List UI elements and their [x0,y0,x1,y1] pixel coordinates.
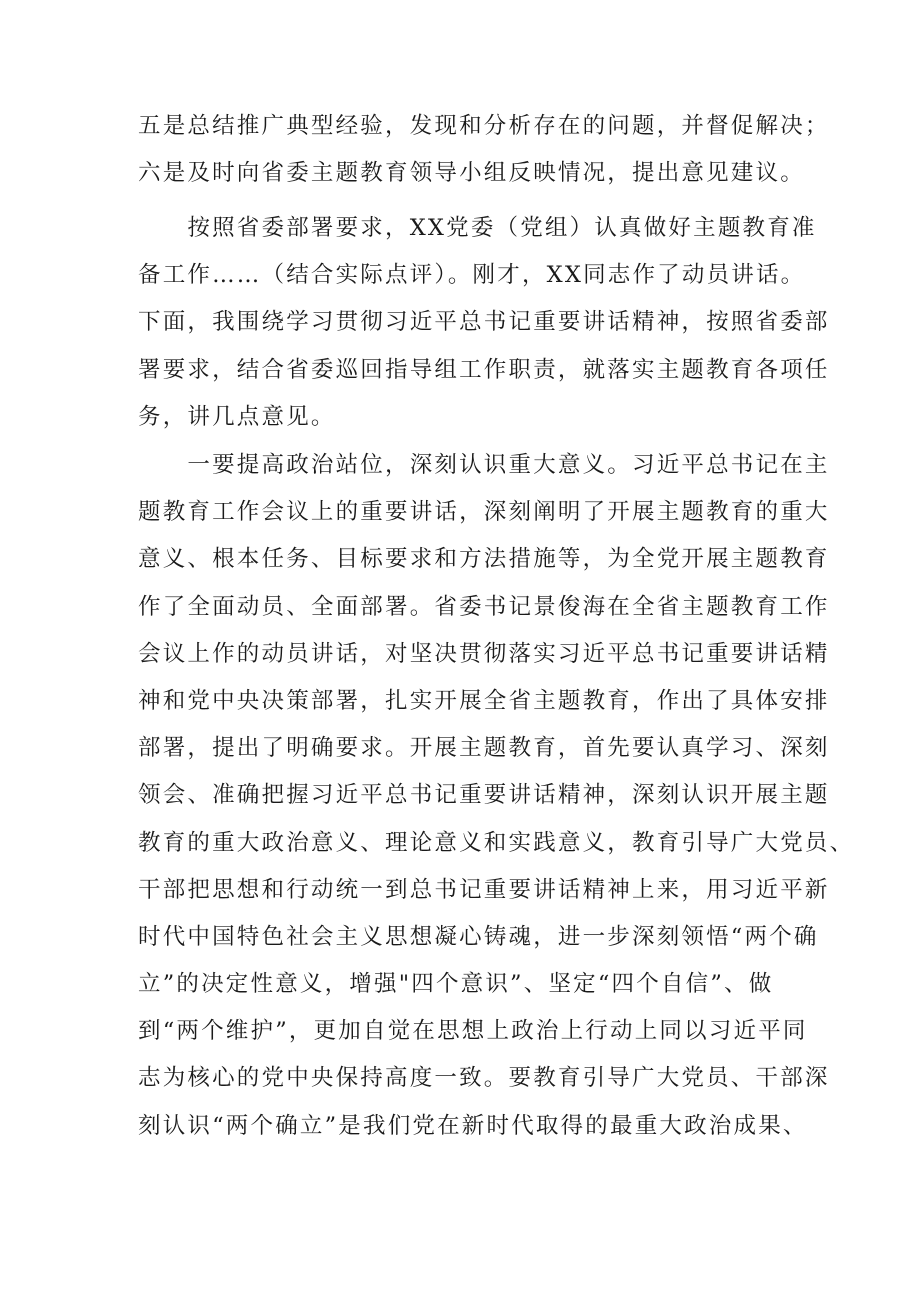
text-line: 干部把思想和行动统一到总书记重要讲话精神上来，用习近平新 [138,876,830,903]
text-line: 署要求，结合省委巡回指导组工作职责，就落实主题教育各项任 [138,356,830,383]
text-line: 立”的决定性意义，增强"四个意识”、坚定“四个自信”、做 [138,971,774,998]
text-line: 意义、根本任务、目标要求和方法措施等，为全党开展主题教育 [138,546,830,573]
text-line: 时代中国特色社会主义思想凝心铸魂，进一步深刻领悟“两个确 [138,923,819,950]
text-line: 一要提高政治站位，深刻认识重大意义。习近平总书记在主 [138,452,830,478]
text-line: 备工作……（结合实际点评）。刚才，XX同志作了动员讲话。 [138,262,806,289]
text-line: 下面，我围绕学习贯彻习近平总书记重要讲话精神，按照省委部 [138,309,830,336]
text-line: 会议上作的动员讲话，对坚决贯彻落实习近平总书记重要讲话精 [138,640,830,667]
text-line: 六是及时向省委主题教育领导小组反映情况，提出意见建议。 [138,160,805,187]
paragraph-introduction [138,205,830,441]
text-line: 题教育工作会议上的重要讲话，深刻阐明了开展主题教育的重大 [138,499,830,526]
text-line: 部署，提出了明确要求。开展主题教育，首先要认真学习、深刻 [138,735,830,762]
paragraph-point-one [138,442,855,1150]
paragraph-tasks-continued [138,103,830,197]
text-line: 务，讲几点意见。 [138,403,336,430]
text-line: 刻认识“两个确立”是我们党在新时代取得的最重大政治成果、 [138,1112,808,1139]
text-line: 神和党中央决策部署，扎实开展全省主题教育，作出了具体安排 [138,687,830,714]
text-line: 志为核心的党中央保持高度一致。要教育引导广大党员、干部深 [138,1065,830,1092]
text-line: 到“两个维护”，更加自觉在思想上政治上行动上同以习近平同 [138,1018,808,1045]
text-line: 五是总结推广典型经验，发现和分析存在的问题，并督促解决； [138,113,830,139]
text-line: 按照省委部署要求，XX党委（党组）认真做好主题教育准 [138,215,817,241]
text-line: 作了全面动员、全面部署。省委书记景俊海在全省主题教育工作 [138,593,830,620]
text-line: 领会、准确把握习近平总书记重要讲话精神，深刻认识开展主题 [138,782,830,809]
text-line: 教育的重大政治意义、理论意义和实践意义，教育引导广大党员、 [138,829,855,856]
